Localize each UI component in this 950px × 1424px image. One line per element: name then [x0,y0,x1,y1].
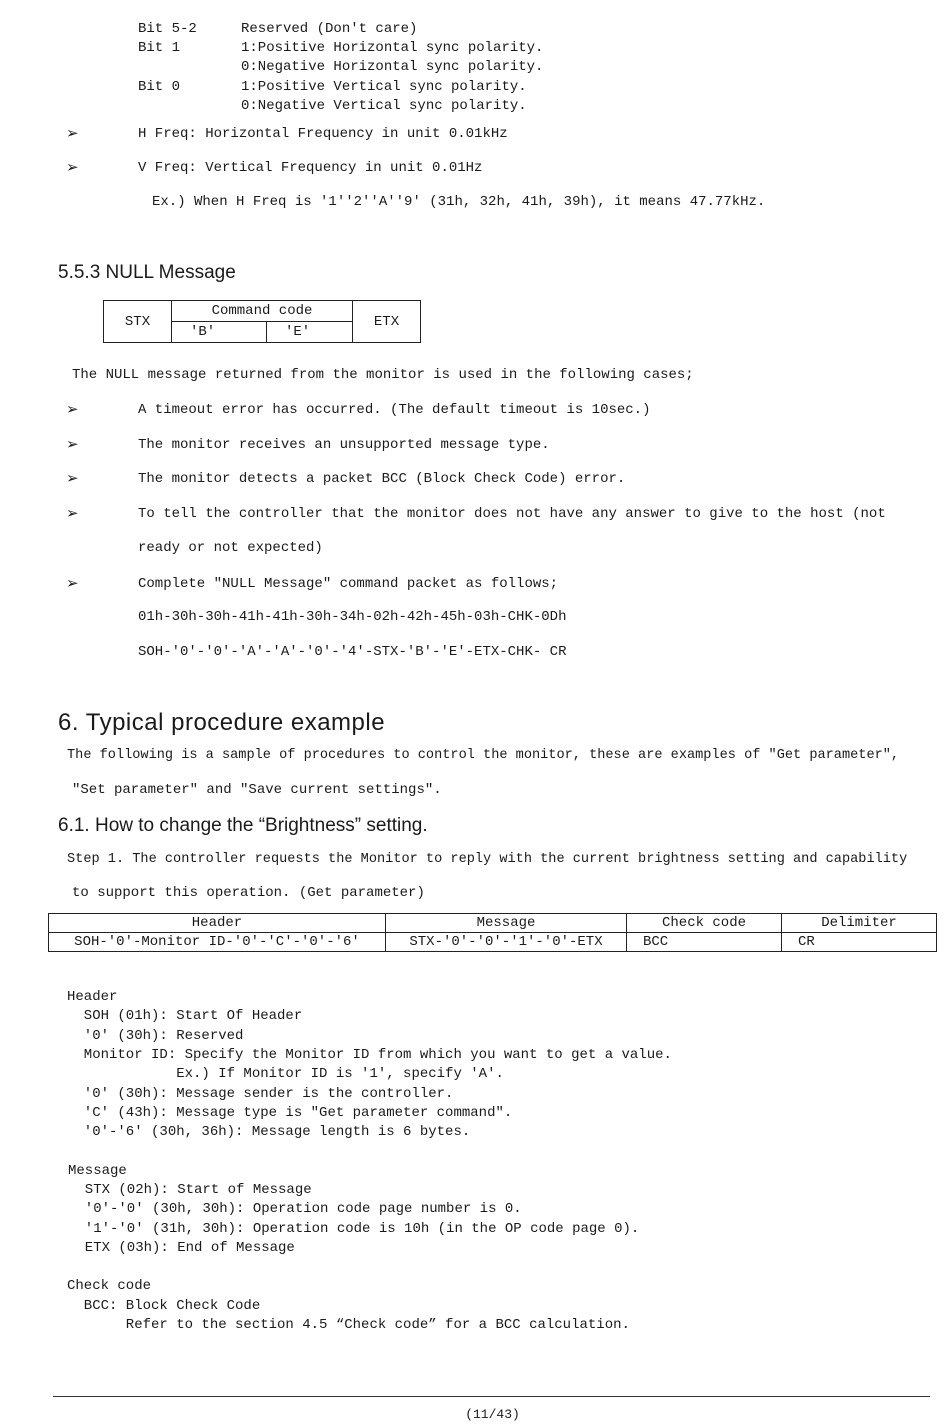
message-expl-line: '1'-'0' (31h, 30h): Operation code is 10h (in the OP code page 0). [68,1221,640,1237]
header-expl-line: '0' (30h): Message sender is the controller. [67,1086,454,1102]
header-expl-line: Monitor ID: Specify the Monitor ID from which you want to get a value. [67,1047,672,1063]
header-expl-line: Header [67,989,118,1005]
message-expl-line: Message [68,1163,127,1179]
null-packet-hex: 01h-30h-30h-41h-41h-30h-34h-02h-42h-45h-03h-CHK-0Dh [138,609,567,625]
bit-desc: Reserved (Don't care) [241,21,418,37]
message-expl-line: ETX (03h): End of Message [68,1240,295,1256]
get-parameter-table [48,913,937,952]
bit-desc: 0:Negative Vertical sync polarity. [241,98,527,114]
header-expl-line: SOH (01h): Start Of Header [67,1008,303,1024]
header-col: Header [49,914,386,933]
command-e-cell: 'E' [267,322,353,343]
header-expl-line: '0' (30h): Reserved [67,1028,244,1044]
header-value: SOH-'0'-Monitor ID-'0'-'C'-'0'-'6' [49,933,386,952]
bit-label: Bit 5-2 [138,21,197,37]
bullet-arrow-icon: ➢ [66,574,79,592]
delimiter-value: CR [782,933,937,952]
check-expl-line: Refer to the section 4.5 “Check code” for a BCC calculation. [67,1317,630,1333]
bullet-arrow-icon: ➢ [66,400,79,418]
command-b-cell: 'B' [172,322,267,343]
null-case: The monitor receives an unsupported message type. [138,437,550,453]
section6-intro: The following is a sample of procedures to control the monitor, these are examples of "Get parameter", [67,748,900,763]
null-case: Complete "NULL Message" command packet as follows; [138,576,559,592]
header-expl-line: Ex.) If Monitor ID is '1', specify 'A'. [67,1066,504,1082]
section-title-null: 5.5.3 NULL Message [58,262,236,283]
check-expl-line: Check code [67,1278,152,1294]
bit-label: Bit 0 [138,79,181,95]
check-code-value: BCC [627,933,782,952]
bit-desc: 0:Negative Horizontal sync polarity. [241,59,544,75]
bullet-arrow-icon: ➢ [66,435,79,453]
section-title-6: 6. Typical procedure example [58,709,386,736]
section6-intro-continued: "Set parameter" and "Save current settings". [72,782,442,798]
delimiter-col: Delimiter [782,914,937,933]
check-code-col: Check code [627,914,782,933]
freq-example: Ex.) When H Freq is '1''2''A''9' (31h, 32h, 41h, 39h), it means 47.77kHz. [152,194,766,210]
message-col: Message [386,914,627,933]
bullet-arrow-icon: ➢ [66,124,79,142]
null-case: The monitor detects a packet BCC (Block Check Code) error. [138,471,626,487]
null-intro: The NULL message returned from the monitor is used in the following cases; [72,367,694,383]
null-message-table [103,300,421,343]
bit-desc: 1:Positive Horizontal sync polarity. [241,40,544,56]
header-expl-line: 'C' (43h): Message type is "Get parameter command". [67,1105,513,1121]
command-code-cell: Command code [172,301,353,322]
null-case-continued: ready or not expected) [138,540,323,556]
bullet-arrow-icon: ➢ [66,504,79,522]
bullet-arrow-icon: ➢ [66,158,79,176]
message-expl-line: STX (02h): Start of Message [68,1182,312,1198]
bit-label: Bit 1 [138,40,181,56]
etx-cell: ETX [353,301,421,343]
footer-divider [53,1396,930,1397]
null-case: A timeout error has occurred. (The default timeout is 10sec.) [138,402,651,418]
page-number: (11/43) [465,1407,520,1422]
section-title-6-1: 6.1. How to change the “Brightness” setting. [58,815,428,836]
null-case: To tell the controller that the monitor does not have any answer to give to the host (not [138,506,886,522]
header-expl-line: '0'-'6' (30h, 36h): Message length is 6 bytes. [67,1124,471,1140]
bullet-arrow-icon: ➢ [66,469,79,487]
message-value: STX-'0'-'0'-'1'-'0'-ETX [386,933,627,952]
step1-text-continued: to support this operation. (Get parameter) [72,885,425,901]
stx-cell: STX [104,301,172,343]
check-expl-line: BCC: Block Check Code [67,1298,261,1314]
bit-desc: 1:Positive Vertical sync polarity. [241,79,527,95]
hfreq-text: H Freq: Horizontal Frequency in unit 0.01kHz [138,126,508,142]
message-expl-line: '0'-'0' (30h, 30h): Operation code page number is 0. [68,1201,522,1217]
step1-text: Step 1. The controller requests the Monitor to reply with the current brightness setting and capability [67,852,908,867]
vfreq-text: V Freq: Vertical Frequency in unit 0.01Hz [138,160,483,176]
null-packet-ascii: SOH-'0'-'0'-'A'-'A'-'0'-'4'-STX-'B'-'E'-ETX-CHK- CR [138,644,567,660]
